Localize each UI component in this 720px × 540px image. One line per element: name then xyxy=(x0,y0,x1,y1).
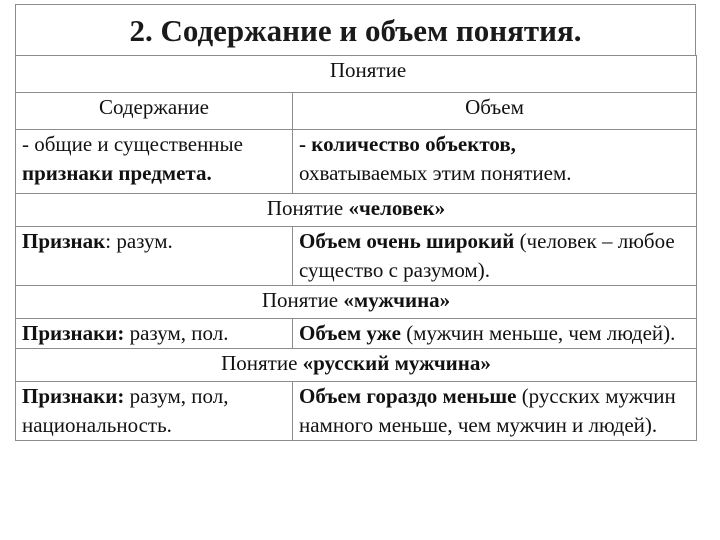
example-concept-name: «русский мужчина» xyxy=(302,351,491,375)
example-volume-text: (мужчин меньше, чем людей). xyxy=(400,321,676,345)
concept-header-label: Понятие xyxy=(329,58,407,82)
example-sign-cell xyxy=(16,319,293,349)
example-concept-cell xyxy=(16,349,697,382)
example-sign-label: Признаки: xyxy=(22,384,125,408)
example-volume-text: (русских мужчин намного меньше, чем мужчин и людей). xyxy=(299,384,676,437)
example-concept-row xyxy=(16,194,697,227)
concept-table xyxy=(15,55,697,441)
example-detail-row xyxy=(16,319,697,349)
example-sign-text: разум, пол. xyxy=(124,321,229,345)
example-sign-text: разум, пол, национальность. xyxy=(22,384,229,437)
example-concept-prefix: Понятие xyxy=(261,288,344,312)
content-definition-cell xyxy=(16,130,293,194)
volume-header-label: Объем xyxy=(465,95,524,119)
example-sign-label: Признаки: xyxy=(22,321,125,345)
example-concept-prefix: Понятие xyxy=(221,351,303,375)
example-concept-name: «человек» xyxy=(348,196,446,220)
volume-header-cell xyxy=(293,93,697,130)
example-volume-label: Объем гораздо меньше xyxy=(299,384,517,408)
content-header-label: Содержание xyxy=(98,95,210,119)
example-volume-cell xyxy=(293,319,697,349)
example-concept-row xyxy=(16,286,697,319)
volume-definition-line-2: охватываемых этим понятием. xyxy=(299,161,572,185)
concept-header-cell xyxy=(16,56,697,93)
definition-row xyxy=(16,130,697,194)
example-volume-cell xyxy=(293,382,697,441)
example-sign-cell xyxy=(16,382,293,441)
example-sign-text: : разум. xyxy=(105,229,173,253)
example-volume-label: Объем очень широкий xyxy=(299,229,515,253)
example-volume-text: (человек – любое существо с разумом). xyxy=(299,229,675,282)
example-detail-row xyxy=(16,227,697,286)
example-sign-cell xyxy=(16,227,293,286)
example-sign-label: Признак xyxy=(22,229,106,253)
example-detail-row xyxy=(16,382,697,441)
example-concept-name: «мужчина» xyxy=(343,288,451,312)
content-definition-line-1: - общие и существенные xyxy=(22,132,243,156)
volume-definition-line-1: - количество объектов, xyxy=(299,132,516,156)
volume-definition-cell xyxy=(293,130,697,194)
example-volume-cell xyxy=(293,227,697,286)
example-concept-row xyxy=(16,349,697,382)
slide-title: 2. Содержание и объем понятия. xyxy=(15,4,696,55)
content-definition-line-2: признаки предмета. xyxy=(22,161,212,185)
content-header-cell xyxy=(16,93,293,130)
example-concept-cell xyxy=(16,286,697,319)
example-concept-prefix: Понятие xyxy=(266,196,349,220)
example-concept-cell xyxy=(16,194,697,227)
concept-header-row xyxy=(16,56,697,93)
column-header-row xyxy=(16,93,697,130)
example-volume-label: Объем уже xyxy=(299,321,401,345)
